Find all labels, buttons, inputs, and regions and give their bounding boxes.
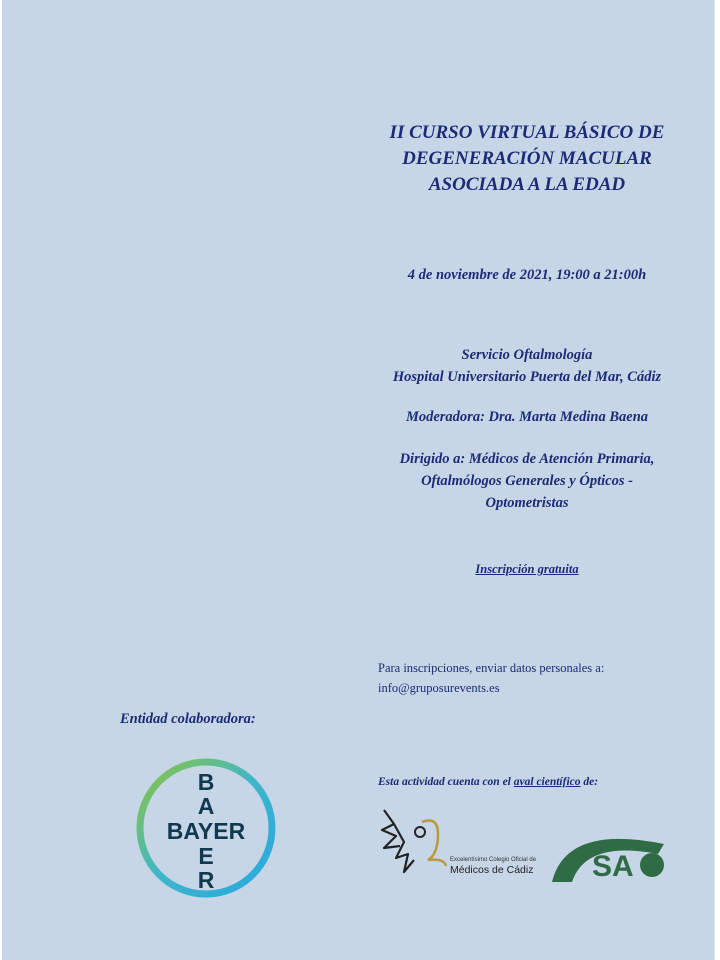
title-line-2: DEGENERACIÓN MACULAR: [402, 148, 652, 169]
moderator: Moderadora: Dra. Marta Medina Baena: [405, 409, 649, 425]
bayer-v-1: B: [197, 769, 215, 795]
endorsement-prefix: Esta actividad cuenta con el: [378, 776, 514, 788]
contact-block: [378, 658, 604, 698]
contact-email[interactable]: info@gruposurevents.es: [378, 681, 500, 695]
title-line-1: II CURSO VIRTUAL BÁSICO DE: [389, 122, 665, 143]
collaborator-label: Entidad colaboradora:: [120, 711, 256, 727]
bayer-v-2: A: [197, 793, 215, 819]
course-date: 4 de noviembre de 2021, 19:00 a 21:00h: [407, 267, 647, 283]
bayer-logo: [134, 756, 278, 900]
sao-logo: [546, 818, 682, 884]
colegio-name: Médicos de Cádiz: [450, 864, 534, 876]
title-line-3: ASOCIADA A LA EDAD: [428, 174, 626, 195]
endorsement-text: [378, 776, 598, 788]
audience-block: [342, 448, 712, 514]
bayer-horizontal: BAYER: [166, 818, 246, 844]
contact-text: Para inscripciones, enviar datos personales a:: [378, 661, 605, 675]
course-title: [342, 120, 712, 198]
audience-line-3: Optometristas: [485, 495, 569, 511]
organizer-block: [342, 344, 712, 388]
endorsement-suffix: de:: [580, 776, 599, 788]
bayer-v-5: R: [197, 867, 215, 893]
endorsement-link[interactable]: aval científico: [513, 776, 581, 788]
sao-text: SA: [592, 850, 634, 883]
bayer-v-4: E: [198, 843, 214, 869]
audience-line-1: Dirigido a: Médicos de Atención Primaria,: [399, 451, 655, 467]
hospital-name: Hospital Universitario Puerta del Mar, Cádiz: [392, 369, 662, 385]
flyer-page: [2, 0, 715, 960]
service-name: Servicio Oftalmología: [461, 347, 593, 363]
sao-o-mark: [640, 853, 664, 877]
colegio-subtitle: Excelentísimo Colegio Oficial de: [450, 857, 537, 863]
colegio-staff: [422, 821, 446, 867]
registration-link[interactable]: Inscripción gratuita: [475, 562, 579, 576]
audience-line-2: Oftalmólogos Generales y Ópticos -: [421, 473, 633, 489]
